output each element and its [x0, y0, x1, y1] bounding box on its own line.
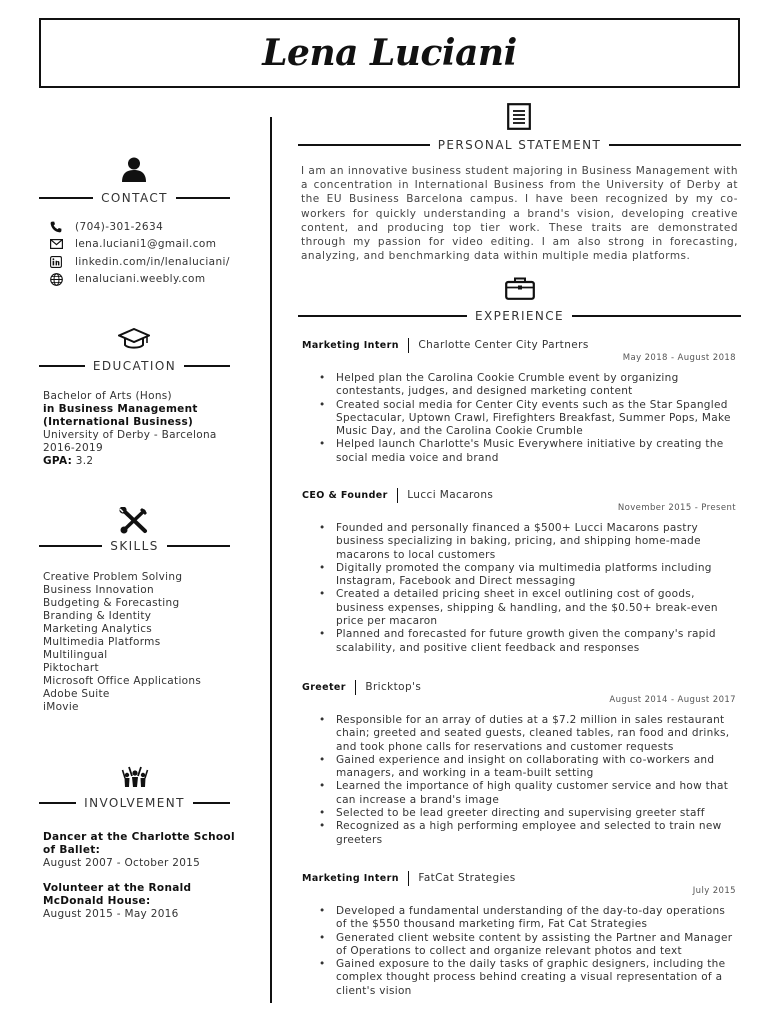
separator: [397, 488, 399, 503]
job-bullets: [302, 372, 736, 465]
bullet-item: • Generated client website content by assisting the Partner and Manager of Operations to collect and organize relevant photos and text: [336, 932, 736, 959]
job-company: Charlotte Center City Partners: [418, 339, 589, 351]
separator: [408, 338, 410, 353]
contact-website[interactable]: lenaluciani.weebly.com: [49, 271, 205, 287]
bullet-item: • Selected to be lead greeter directing and supervising greeter staff: [336, 807, 736, 820]
candidate-name: Lena Luciani: [262, 32, 517, 74]
job-title: Greeter: [302, 681, 346, 693]
job-entry: [302, 337, 736, 465]
job-dates: July 2015: [692, 886, 736, 896]
job-company: FatCat Strategies: [418, 872, 516, 884]
skill-item: Business Innovation: [43, 584, 154, 596]
separator: [355, 680, 357, 695]
phone-icon: [49, 220, 63, 234]
tools-icon: [119, 507, 148, 538]
bullet-item: • Gained experience and insight on collaborating with co-workers and managers, and working in a team-built setting: [336, 754, 736, 781]
bullet-item: • Helped plan the Carolina Cookie Crumble event by organizing contestants, judges, and designed marketing content: [336, 372, 736, 399]
gpa: GPA: 3.2: [43, 455, 94, 467]
separator: [408, 871, 410, 886]
skill-item: Budgeting & Forecasting: [43, 597, 180, 609]
skill-item: Adobe Suite: [43, 688, 110, 700]
experience-heading: EXPERIENCE: [298, 308, 741, 324]
job-title: Marketing Intern: [302, 339, 399, 351]
job-company: Lucci Macarons: [407, 489, 494, 501]
column-divider: [270, 117, 272, 1003]
bullet-item: • Learned the importance of high quality customer service and how that can increase a brand's image: [336, 780, 736, 807]
raised-hands-icon: [121, 764, 149, 792]
bullet-item: • Developed a fundamental understanding of the day-to-day operations of the $550 thousand marketing firm, Fat Cat Strategies: [336, 905, 736, 932]
skill-item: Marketing Analytics: [43, 623, 153, 635]
job-title: CEO & Founder: [302, 489, 388, 501]
contact-phone[interactable]: (704)-301-2634: [49, 219, 163, 235]
bullet-item: • Helped launch Charlotte's Music Everywhere initiative by creating the social media voice and brand: [336, 438, 736, 465]
personal-statement-text: I am an innovative business student majoring in Business Management with a concentration in International Business from the University of Derby at the EU Business Barcelona campus. I have been recognized by my co-workers for quickly understanding a brand's vision, developing creative content, and producing top tier work. These traits are demonstrated through my passion for video editing. I am also strong in forecasting, analyzing, and benchmarking data within multiple media platforms.: [301, 165, 739, 263]
bullet-item: • Planned and forecasted for future growth given the company's rapid scalability, and positive client feedback and responses: [336, 628, 736, 655]
skill-item: iMovie: [43, 701, 79, 713]
job-entry: [302, 870, 736, 998]
skill-item: Multimedia Platforms: [43, 636, 161, 648]
contact-linkedin[interactable]: linkedin.com/in/lenaluciani/: [49, 254, 230, 270]
contact-heading: CONTACT: [39, 190, 230, 206]
contact-email[interactable]: lena.luciani1@gmail.com: [49, 236, 216, 252]
bullet-item: • Founded and personally financed a $500+ Lucci Macarons pastry business specializing in baking, pricing, and shipping home-made macarons to local customers: [336, 522, 736, 562]
document-icon: [507, 103, 531, 134]
skills-list: [43, 571, 201, 714]
school: University of Derby - Barcelona: [43, 429, 217, 441]
person-icon: [121, 156, 147, 186]
involvement-item: Dancer at the Charlotte School of Ballet: August 2007 - October 2015: [43, 831, 235, 869]
job-bullets: [302, 522, 736, 655]
education-heading: EDUCATION: [39, 358, 230, 374]
bullet-item: • Gained exposure to the daily tasks of graphic designers, including the complex thought process behind creating a visual representation of a client's vision: [336, 958, 736, 998]
job-dates: November 2015 - Present: [617, 503, 736, 513]
job-dates: August 2014 - August 2017: [609, 695, 736, 705]
bullet-item: • Responsible for an array of duties at a $7.2 million in sales restaurant chain; greeted and seated guests, cleaned tables, ran food and drinks, and took phone calls for reservations and customer requests: [336, 714, 736, 754]
years: 2016-2019: [43, 442, 103, 454]
job-dates: May 2018 - August 2018: [622, 353, 736, 363]
bullet-item: • Recognized as a high performing employee and selected to train new greeters: [336, 820, 736, 847]
job-bullets: [302, 905, 736, 998]
job-entry: [302, 679, 736, 847]
skill-item: Multilingual: [43, 649, 108, 661]
briefcase-icon: [505, 276, 535, 304]
skills-heading: SKILLS: [39, 538, 230, 554]
mail-icon: [49, 237, 63, 251]
globe-icon: [49, 272, 63, 286]
involvement-heading: INVOLVEMENT: [39, 795, 230, 811]
personal-statement-heading: PERSONAL STATEMENT: [298, 137, 741, 153]
job-company: Bricktop's: [365, 681, 422, 693]
education-details: [43, 390, 217, 468]
job-title: Marketing Intern: [302, 872, 399, 884]
bullet-item: • Created a detailed pricing sheet in excel outlining cost of goods, business expenses, shipping & handling, and the $0.50+ break-even price per macaron: [336, 588, 736, 628]
skill-item: Piktochart: [43, 662, 99, 674]
skill-item: Creative Problem Solving: [43, 571, 183, 583]
bullet-item: • Created social media for Center City events such as the Star Spangled Spectacular, Uptown Crawl, Firefighters Breakfast, Summer Pops, Make Music Day, and the Carolina Cookie Crumble: [336, 399, 736, 439]
bullet-item: • Digitally promoted the company via multimedia platforms including Instagram, Facebook and Direct messaging: [336, 562, 736, 589]
job-bullets: [302, 714, 736, 847]
name-header-box: [39, 18, 740, 88]
degree: Bachelor of Arts (Hons): [43, 390, 172, 402]
linkedin-icon: [49, 255, 63, 269]
involvement-item: Volunteer at the Ronald McDonald House: August 2015 - May 2016: [43, 882, 192, 920]
skill-item: Microsoft Office Applications: [43, 675, 202, 687]
job-entry: [302, 487, 736, 655]
skill-item: Branding & Identity: [43, 610, 152, 622]
major-line-2: (International Business): [43, 416, 194, 428]
graduation-cap-icon: [118, 328, 150, 354]
major-line-1: in Business Management: [43, 403, 198, 415]
